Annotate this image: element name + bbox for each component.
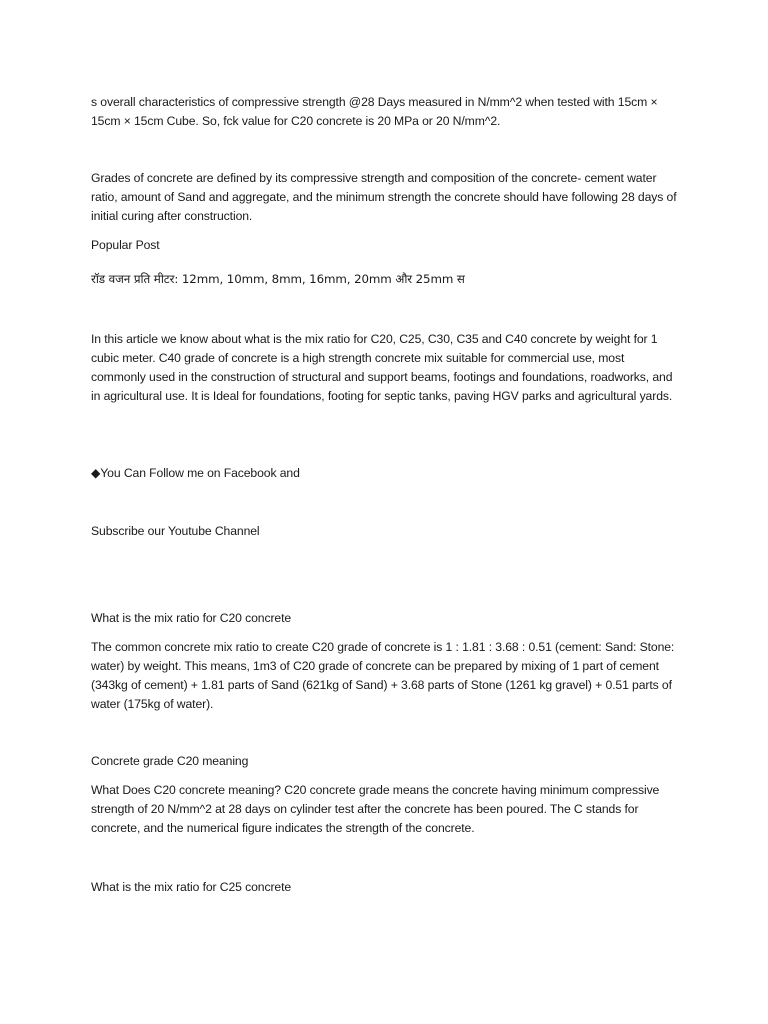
paragraph-fck-value: s overall characteristics of compressive strength @28 Days measured in N/mm^2 when tested with 15cm × 15cm × 15cm Cube. So, fck value for C20 concrete is 20 MPa or 20 N/mm^2. — [91, 95, 658, 128]
heading-c20-mix-ratio: What is the mix ratio for C20 concrete — [91, 611, 292, 625]
follow-facebook-text: ◆You Can Follow me on Facebook and — [91, 466, 300, 480]
popular-post-link[interactable]: रॉड वजन प्रति मीटर: 12mm, 10mm, 8mm, 16mm, 20mm और 25mm स — [91, 272, 465, 286]
paragraph-c20-mix-ratio: The common concrete mix ratio to create C20 grade of concrete is 1 : 1.81 : 3.68 : 0.51 (cement: Sand: Stone: water) by weight. This means, 1m3 of C20 grade of concrete can be prepared by mixing of 1 part of cement (343kg of cement) + 1.81 parts of Sand (621kg of Sand) + 3.68 parts of Stone (1261 kg gravel) + 0.51 parts of water (175kg of water). — [91, 640, 675, 711]
subscribe-youtube-text: Subscribe our Youtube Channel — [91, 524, 260, 538]
paragraph-mix-ratio-intro: In this article we know about what is the mix ratio for C20, C25, C30, C35 and C40 concrete by weight for 1 cubic meter. C40 grade of concrete is a high strength concrete mix suitable for commercial use, most commonly used in the construction of structural and support beams, footings and foundations, roadworks, and in agricultural use. It is Ideal for foundations, footing for septic tanks, paving HGV parks and agricultural yards. — [91, 332, 673, 403]
paragraph-c20-meaning: What Does C20 concrete meaning? C20 concrete grade means the concrete having minimum compressive strength of 20 N/mm^2 at 28 days on cylinder test after the concrete has been poured. The C stands for concrete, and the numerical figure indicates the strength of the concrete. — [91, 783, 660, 835]
heading-c25-mix-ratio: What is the mix ratio for C25 concrete — [91, 880, 292, 894]
popular-post-label: Popular Post — [91, 238, 160, 252]
heading-c20-meaning: Concrete grade C20 meaning — [91, 754, 249, 768]
paragraph-concrete-grades: Grades of concrete are defined by its compressive strength and composition of the concrete- cement water ratio, amount of Sand and aggregate, and the minimum strength the concrete should have following 28 days of initial curing after construction. — [91, 171, 677, 223]
